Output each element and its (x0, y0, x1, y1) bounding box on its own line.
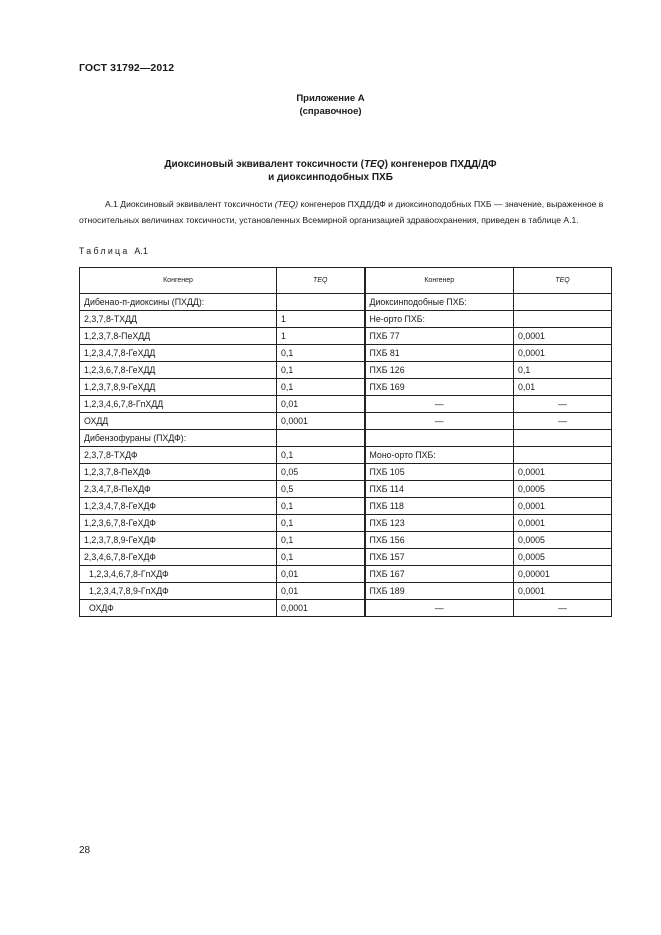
cell-congener-right: ПХБ 157 (365, 549, 514, 566)
cell-congener-left: ОХДД (80, 413, 277, 430)
cell-teq-left: 0,1 (277, 532, 365, 549)
table-row (80, 498, 612, 515)
intro-paragraph (79, 197, 614, 228)
section-title-line-2: и диоксинподобных ПХБ (268, 172, 393, 183)
cell-congener-right: ПХБ 123 (365, 515, 514, 532)
cell-congener-right: ПХБ 156 (365, 532, 514, 549)
cell-teq-right: 0,0001 (514, 515, 612, 532)
cell-congener-right: ПХБ 81 (365, 345, 514, 362)
table-row (80, 566, 612, 583)
cell-teq-right: — (514, 600, 612, 617)
cell-congener-right: — (365, 413, 514, 430)
standard-number: ГОСТ 31792—2012 (79, 62, 175, 74)
header-congener-left: Конгенер (80, 268, 277, 294)
table-row (80, 549, 612, 566)
cell-congener-left: 1,2,3,7,8-ПеХДФ (80, 464, 277, 481)
cell-congener-right: Не-орто ПХБ: (365, 311, 514, 328)
cell-teq-left: 0,01 (277, 396, 365, 413)
cell-teq-left (277, 430, 365, 447)
cell-congener-right: ПХБ 105 (365, 464, 514, 481)
cell-congener-left: 1,2,3,4,6,7,8-ГпХДФ (80, 566, 277, 583)
cell-congener-left: 1,2,3,4,6,7,8-ГпХДД (80, 396, 277, 413)
title-teq-abbr: TEQ (364, 159, 385, 170)
cell-teq-right: 0,01 (514, 379, 612, 396)
table-caption-number: А.1 (134, 246, 149, 256)
cell-teq-left: 0,0001 (277, 413, 365, 430)
cell-congener-right: ПХБ 126 (365, 362, 514, 379)
table-row (80, 379, 612, 396)
table-row (80, 464, 612, 481)
cell-congener-right: Моно-орто ПХБ: (365, 447, 514, 464)
cell-teq-left: 0,1 (277, 379, 365, 396)
appendix-name: Приложение А (296, 93, 365, 104)
cell-teq-left: 0,1 (277, 498, 365, 515)
cell-congener-right (365, 430, 514, 447)
cell-congener-left: 2,3,4,6,7,8-ГеХДФ (80, 549, 277, 566)
cell-teq-right: 0,0001 (514, 345, 612, 362)
table-row (80, 362, 612, 379)
cell-teq-right (514, 294, 612, 311)
cell-congener-right: ПХБ 167 (365, 566, 514, 583)
cell-congener-left: 1,2,3,7,8-ПеХДД (80, 328, 277, 345)
cell-teq-left: 0,01 (277, 583, 365, 600)
cell-teq-right (514, 311, 612, 328)
cell-congener-right: ПХБ 169 (365, 379, 514, 396)
cell-congener-left: 1,2,3,4,7,8,9-ГпХДФ (80, 583, 277, 600)
cell-congener-left: 1,2,3,6,7,8-ГеХДД (80, 362, 277, 379)
table-row (80, 396, 612, 413)
cell-congener-right: — (365, 396, 514, 413)
table-row (80, 294, 612, 311)
table-header-row (80, 268, 612, 294)
table-caption-label: Таблица (79, 246, 130, 256)
cell-congener-left: 1,2,3,7,8,9-ГеХДФ (80, 532, 277, 549)
table-row (80, 515, 612, 532)
cell-congener-right: ПХБ 77 (365, 328, 514, 345)
table-row (80, 447, 612, 464)
cell-teq-left: 1 (277, 311, 365, 328)
page-number: 28 (79, 845, 91, 856)
table-row (80, 583, 612, 600)
teq-table (79, 267, 612, 617)
cell-teq-right: 0,0001 (514, 498, 612, 515)
cell-teq-right (514, 430, 612, 447)
table-row (80, 600, 612, 617)
cell-congener-left: 1,2,3,7,8,9-ГеХДД (80, 379, 277, 396)
table-row (80, 311, 612, 328)
cell-teq-left: 0,5 (277, 481, 365, 498)
cell-congener-right: ПХБ 118 (365, 498, 514, 515)
cell-teq-left: 0,1 (277, 345, 365, 362)
cell-teq-right: — (514, 413, 612, 430)
cell-teq-right: 0,0005 (514, 532, 612, 549)
cell-congener-left: Дибензофураны (ПХДФ): (80, 430, 277, 447)
header-teq-right: TEQ (514, 268, 612, 294)
cell-congener-left: 1,2,3,4,7,8-ГеХДФ (80, 498, 277, 515)
cell-congener-left: 1,2,3,4,7,8-ГеХДД (80, 345, 277, 362)
cell-teq-right: 0,0001 (514, 583, 612, 600)
intro-abbr: (TEQ) (274, 199, 299, 209)
cell-teq-right: 0,00001 (514, 566, 612, 583)
cell-teq-left: 0,01 (277, 566, 365, 583)
appendix-heading (0, 92, 661, 118)
cell-congener-left: 2,3,7,8-ТХДФ (80, 447, 277, 464)
header-teq-left: TEQ (277, 268, 365, 294)
intro-prefix: А.1 Диоксиновый эквивалент токсичности (105, 199, 275, 209)
cell-teq-left: 0,1 (277, 515, 365, 532)
cell-teq-right: 0,0001 (514, 464, 612, 481)
section-title-line-1: Диоксиновый эквивалент токсичности (TEQ) конгенеров ПХДД/ДФ (164, 159, 497, 170)
cell-teq-left: 0,1 (277, 447, 365, 464)
cell-teq-left (277, 294, 365, 311)
table-row (80, 345, 612, 362)
intro-suffix: конгенеров ПХДД/ДФ и диоксиноподобных ПХБ — значение, выраженное в относительных величинах токсичности, установленных Всемирной организацией здравоохранения, приведен в таблице А.1. (79, 199, 604, 225)
table-row (80, 481, 612, 498)
cell-teq-left: 0,05 (277, 464, 365, 481)
cell-congener-left: ОХДФ (80, 600, 277, 617)
cell-teq-right (514, 447, 612, 464)
section-title (0, 158, 661, 184)
cell-congener-left: 1,2,3,6,7,8-ГеХДФ (80, 515, 277, 532)
cell-teq-right: 0,0005 (514, 481, 612, 498)
table-row (80, 413, 612, 430)
header-congener-right: Конгенер (365, 268, 514, 294)
table-row (80, 328, 612, 345)
cell-congener-left: 2,3,4,7,8-ПеХДФ (80, 481, 277, 498)
table-caption (79, 246, 148, 256)
cell-teq-right: 0,0001 (514, 328, 612, 345)
cell-teq-left: 0,1 (277, 362, 365, 379)
cell-congener-left: Дибенао-п-диоксины (ПХДД): (80, 294, 277, 311)
appendix-kind: (справочное) (299, 106, 362, 117)
cell-congener-right: — (365, 600, 514, 617)
cell-teq-left: 1 (277, 328, 365, 345)
cell-teq-right: — (514, 396, 612, 413)
cell-teq-left: 0,1 (277, 549, 365, 566)
cell-teq-right: 0,0005 (514, 549, 612, 566)
table-row (80, 430, 612, 447)
cell-congener-left: 2,3,7,8-ТХДД (80, 311, 277, 328)
cell-teq-left: 0,0001 (277, 600, 365, 617)
cell-congener-right: ПХБ 189 (365, 583, 514, 600)
table-row (80, 532, 612, 549)
table-body (80, 294, 612, 617)
cell-congener-right: ПХБ 114 (365, 481, 514, 498)
cell-congener-right: Диоксинподобные ПХБ: (365, 294, 514, 311)
cell-teq-right: 0,1 (514, 362, 612, 379)
